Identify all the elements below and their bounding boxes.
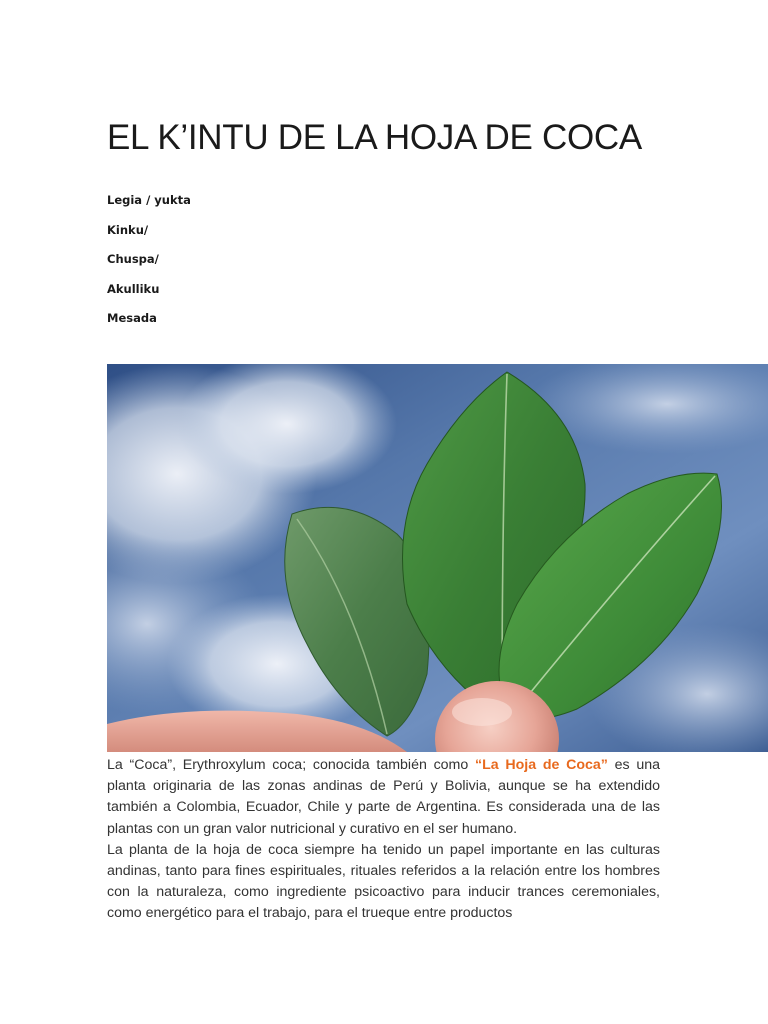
paragraph-2: La planta de la hoja de coca siempre ha tenido un papel importante en las culturas andinas, tanto para fines espirituales, rituales referidos a la relación entre los hombres con la naturaleza, como ingrediente psicoactivo para inducir trances ceremoniales, como energético para el trabajo, para el trueque entre productos	[107, 841, 660, 922]
paragraph-1-after: es una planta originaria de las zonas andinas de Perú y Bolivia, aunque se ha extendido también a Colombia, Ecuador, Chile y parte de Argentina. Es considerada una de las plantas con un gran valor nutricional y curativo en el ser humano.	[107, 757, 660, 837]
term-item: Akulliku	[107, 281, 160, 296]
paragraph-1	[107, 755, 660, 840]
term-item: Chuspa/	[107, 252, 159, 266]
highlight-term: “La Hoja de Coca”	[474, 757, 608, 773]
term-item: Kinku/	[107, 222, 149, 237]
coca-leaves-photo	[107, 364, 768, 752]
paragraph-1-before: La “Coca”, Erythroxylum coca; conocida también como	[107, 757, 475, 773]
terms-list	[107, 190, 191, 338]
term-item: Legia / yukta	[107, 193, 191, 207]
body-text	[107, 755, 660, 925]
page-title: EL K’INTU DE LA HOJA DE COCA	[107, 118, 642, 157]
term-item: Mesada	[107, 311, 157, 325]
